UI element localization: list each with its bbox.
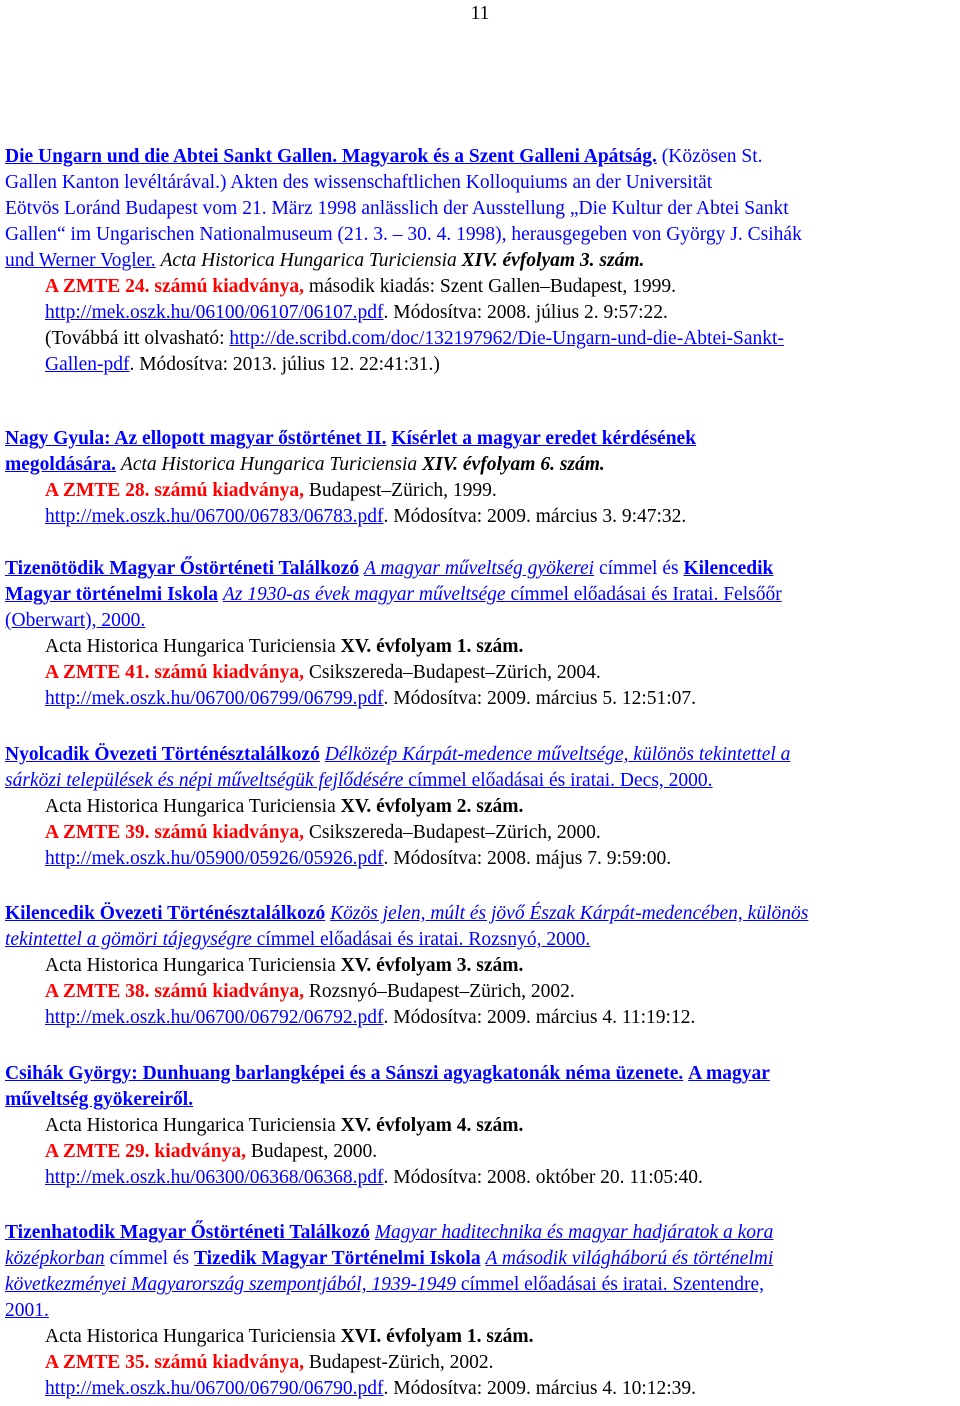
- entry-line: [5, 274, 955, 300]
- entry-text: címmel előadásai és iratai. Rozsnyó, 2000.: [251, 929, 591, 950]
- entry-line: [5, 1298, 955, 1324]
- entry-line: [5, 1324, 955, 1350]
- entry-line: [5, 222, 955, 248]
- entry-line: [5, 300, 955, 326]
- entry-line: [5, 1061, 955, 1087]
- entry-text: Gallen“ im Ungarischen Nationalmuseum (21. 3. – 30. 4. 1998), herausgegeben von György J. Csihák: [5, 224, 802, 245]
- entry-text: . Módosítva: 2008. október 20. 11:05:40.: [383, 1167, 703, 1188]
- entry-line: [5, 901, 955, 927]
- entry-text: Csikszereda–Budapest–Zürich, 2000.: [303, 822, 601, 843]
- entry-line: [5, 1087, 955, 1113]
- entry-text: Acta Historica Hungarica Turiciensia: [45, 636, 341, 657]
- entry-text: Acta Historica Hungarica Turiciensia: [45, 1115, 341, 1136]
- bibliography-entry: [5, 1061, 955, 1191]
- entry-line: [5, 686, 955, 712]
- entry-line: [5, 742, 955, 768]
- entry-line: [5, 326, 955, 352]
- entry-line: [5, 556, 955, 582]
- journal-title: Magyar haditechnika és magyar hadjáratok a kora: [374, 1222, 774, 1243]
- entry-title: Kísérlet a magyar eredet kérdésének: [391, 428, 697, 449]
- entry-line: [5, 504, 955, 530]
- entry-line: [5, 846, 955, 872]
- journal-title: XIV. évfolyam 3. szám.: [461, 250, 645, 271]
- publication-series: A ZMTE 28. számú kiadványa,: [45, 480, 304, 501]
- entry-line: [5, 1272, 955, 1298]
- entry-text: . Módosítva: 2008. július 2. 9:57:22.: [383, 302, 668, 323]
- entry-text: 2001.: [5, 1300, 49, 1321]
- entry-line: [5, 634, 955, 660]
- entry-text: Gallen Kanton levéltárával.) Akten des wissenschaftlichen Kolloquiums an der Universität: [5, 172, 713, 193]
- entry-text: címmel és: [594, 558, 684, 579]
- entry-title: Nagy Gyula: Az ellopott magyar őstörténet II.: [5, 428, 387, 449]
- entry-line: [5, 1165, 955, 1191]
- entry-text: (Közösen St.: [656, 146, 763, 167]
- entry-line: [5, 927, 955, 953]
- entry-text: . Módosítva: 2009. március 5. 12:51:07.: [383, 688, 697, 709]
- entry-line: [5, 196, 955, 222]
- entry-title: A magyar: [688, 1063, 770, 1084]
- entry-text: Budapest–Zürich, 1999.: [303, 480, 497, 501]
- entry-line: [5, 1005, 955, 1031]
- entry-line: [5, 478, 955, 504]
- entry-line: [5, 820, 955, 846]
- entry-line: [5, 979, 955, 1005]
- journal-title: következményei Magyarország szempontjából, 1939-1949: [5, 1274, 456, 1295]
- entry-title: Tizenötödik Magyar Őstörténeti Találkozó: [5, 558, 360, 579]
- url-link[interactable]: http://mek.oszk.hu/06300/06368/06368.pdf: [45, 1167, 384, 1188]
- entry-title: megoldására.: [5, 454, 117, 475]
- entry-text: címmel előadásai és iratai. Szentendre,: [455, 1274, 765, 1295]
- entry-line: [5, 1113, 955, 1139]
- entry-text: Acta Historica Hungarica Turiciensia: [45, 955, 341, 976]
- entry-text: Acta Historica Hungarica Turiciensia: [45, 796, 341, 817]
- entry-line: [5, 352, 955, 378]
- entry-text: Eötvös Loránd Budapest vom 21. März 1998 anlässlich der Ausstellung „Die Kultur der Abtei Sankt: [5, 198, 789, 219]
- entry-title: XV. évfolyam 2. szám.: [340, 796, 524, 817]
- entry-title: Tizedik Magyar Történelmi Iskola: [194, 1248, 481, 1269]
- journal-title: A magyar műveltség gyökerei: [363, 558, 595, 579]
- bibliography-entry: [5, 556, 955, 712]
- entry-line: [5, 1350, 955, 1376]
- publication-series: A ZMTE 24. számú kiadványa,: [45, 276, 304, 297]
- entry-text: (Továbbá itt olvasható:: [45, 328, 230, 349]
- bibliography-entry: [5, 901, 955, 1031]
- bibliography-entry: [5, 742, 955, 872]
- entry-text: Acta Historica Hungarica Turiciensia: [45, 1326, 341, 1347]
- publication-series: A ZMTE 35. számú kiadványa,: [45, 1352, 304, 1373]
- entry-line: [5, 1220, 955, 1246]
- url-link[interactable]: http://mek.oszk.hu/06700/06792/06792.pdf: [45, 1007, 384, 1028]
- entry-title: Nyolcadik Övezeti Történésztalálkozó: [5, 744, 320, 765]
- entry-line: [5, 144, 955, 170]
- entry-text: Csikszereda–Budapest–Zürich, 2004.: [303, 662, 601, 683]
- entry-text: második kiadás: Szent Gallen–Budapest, 1999.: [303, 276, 677, 297]
- entry-title: Csihák György: Dunhuang barlangképei és a Sánszi agyagkatonák néma üzenete.: [5, 1063, 684, 1084]
- journal-title: Délközép Kárpát-medence műveltsége, különös tekintettel a: [324, 744, 791, 765]
- entry-title: Tizenhatodik Magyar Őstörténeti Találkozó: [5, 1222, 370, 1243]
- entry-title: Kilencedik Övezeti Történésztalálkozó: [5, 903, 326, 924]
- journal-title: tekintettel a gömöri tájegységre: [5, 929, 252, 950]
- entry-title: XV. évfolyam 1. szám.: [340, 636, 524, 657]
- url-link[interactable]: http://mek.oszk.hu/06100/06107/06107.pdf: [45, 302, 384, 323]
- journal-title: Acta Historica Hungarica Turiciensia: [160, 250, 462, 271]
- entry-line: [5, 582, 955, 608]
- entry-line: [5, 170, 955, 196]
- publication-series: A ZMTE 29. kiadványa,: [45, 1141, 247, 1162]
- journal-title: XIV. évfolyam 6. szám.: [422, 454, 605, 475]
- entry-line: [5, 1139, 955, 1165]
- entry-text: Budapest, 2000.: [246, 1141, 378, 1162]
- entry-line: [5, 768, 955, 794]
- entry-line: [5, 452, 955, 478]
- url-link[interactable]: http://mek.oszk.hu/05900/05926/05926.pdf: [45, 848, 384, 869]
- entry-text: Rozsnyó–Budapest–Zürich, 2002.: [303, 981, 575, 1002]
- url-link[interactable]: http://mek.oszk.hu/06700/06783/06783.pdf: [45, 506, 384, 527]
- entry-line: [5, 953, 955, 979]
- entry-text: címmel előadásai és Iratai. Felsőőr: [505, 584, 782, 605]
- url-link[interactable]: Gallen-pdf: [45, 354, 130, 375]
- entry-line: [5, 1246, 955, 1272]
- entry-title: Magyar történelmi Iskola: [5, 584, 219, 605]
- journal-title: Közös jelen, múlt és jövő Észak Kárpát-medencében, különös: [330, 903, 809, 924]
- journal-title: A második világháború és történelmi: [485, 1248, 774, 1269]
- entry-text: címmel előadásai és iratai. Decs, 2000.: [403, 770, 713, 791]
- publication-series: A ZMTE 38. számú kiadványa,: [45, 981, 304, 1002]
- page-number: 11: [470, 3, 490, 24]
- entry-line: [5, 426, 955, 452]
- entry-text: . Módosítva: 2009. március 4. 10:12:39.: [383, 1378, 697, 1399]
- entry-text: . Módosítva: 2009. március 3. 9:47:32.: [383, 506, 687, 527]
- entry-text: (Oberwart), 2000.: [5, 610, 146, 631]
- entry-title: műveltség gyökereiről.: [5, 1089, 194, 1110]
- journal-title: sárközi települések és népi műveltségük fejlődésére: [5, 770, 404, 791]
- entry-title: XV. évfolyam 3. szám.: [340, 955, 524, 976]
- publication-series: A ZMTE 41. számú kiadványa,: [45, 662, 304, 683]
- journal-title: középkorban: [5, 1248, 105, 1269]
- entry-text: und Werner Vogler.: [5, 250, 156, 271]
- bibliography-entry: [5, 1220, 955, 1402]
- entry-line: [5, 248, 955, 274]
- entry-line: [5, 1376, 955, 1402]
- entry-text: . Módosítva: 2009. március 4. 11:19:12.: [383, 1007, 696, 1028]
- url-link[interactable]: http://de.scribd.com/doc/132197962/Die-Ungarn-und-die-Abtei-Sankt-: [229, 328, 784, 349]
- entry-line: [5, 660, 955, 686]
- entry-line: [5, 608, 955, 634]
- entry-line: [5, 794, 955, 820]
- entry-title: Die Ungarn und die Abtei Sankt Gallen. Magyarok és a Szent Galleni Apátság.: [5, 146, 657, 167]
- entry-text: Budapest-Zürich, 2002.: [303, 1352, 494, 1373]
- entry-title: Kilencedik: [683, 558, 774, 579]
- entry-text: . Módosítva: 2008. május 7. 9:59:00.: [383, 848, 672, 869]
- entry-title: XV. évfolyam 4. szám.: [340, 1115, 524, 1136]
- entry-text: címmel és: [104, 1248, 195, 1269]
- bibliography-entry: [5, 144, 955, 378]
- entry-text: . Módosítva: 2013. július 12. 22:41:31.): [129, 354, 440, 375]
- journal-title: Az 1930-as évek magyar műveltsége: [222, 584, 506, 605]
- journal-title: Acta Historica Hungarica Turiciensia: [120, 454, 423, 475]
- url-link[interactable]: http://mek.oszk.hu/06700/06799/06799.pdf: [45, 688, 384, 709]
- entry-title: XVI. évfolyam 1. szám.: [340, 1326, 534, 1347]
- bibliography-entry: [5, 426, 955, 530]
- url-link[interactable]: http://mek.oszk.hu/06700/06790/06790.pdf: [45, 1378, 384, 1399]
- publication-series: A ZMTE 39. számú kiadványa,: [45, 822, 304, 843]
